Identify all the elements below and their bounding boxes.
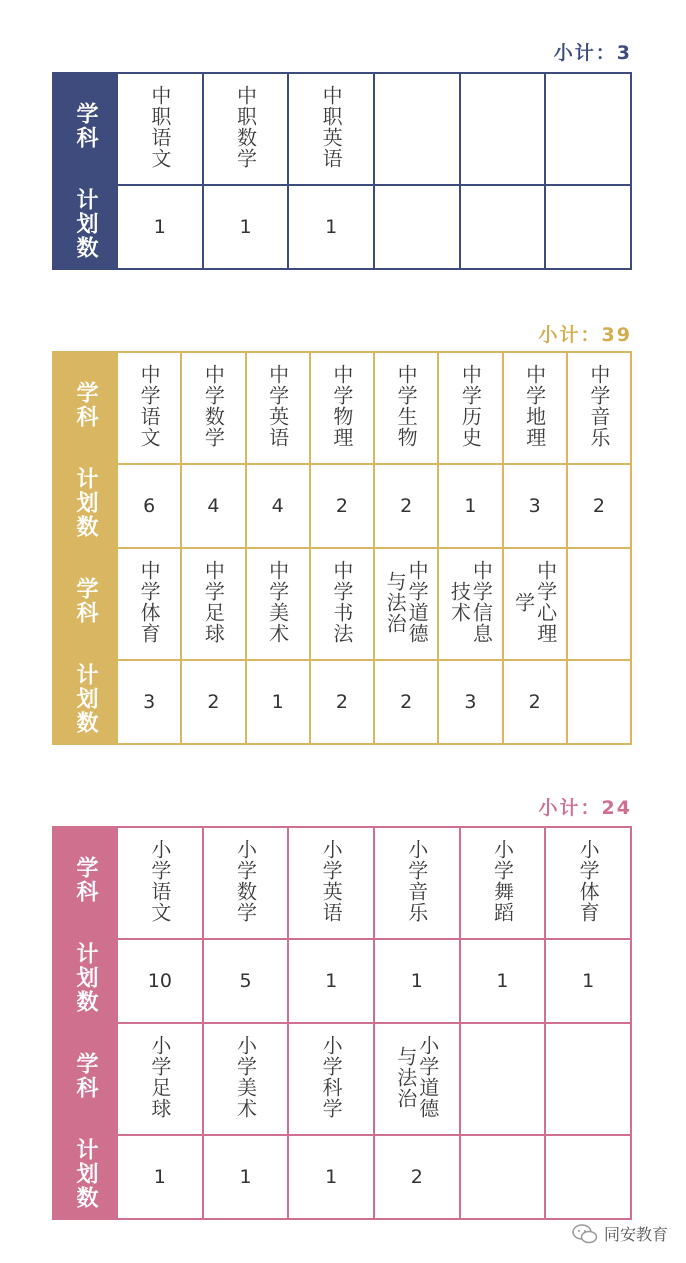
count-cell: [567, 660, 631, 744]
count-cell: 1: [117, 185, 203, 269]
subject-row: [53, 548, 631, 660]
subject-cell: [117, 73, 203, 185]
count-row: [53, 1135, 631, 1219]
subject-cell: [545, 827, 631, 939]
subject-name: 中学英语: [265, 364, 290, 448]
subject-header-label: 学科: [73, 380, 98, 429]
count-cell: [460, 1135, 546, 1219]
subject-name: 中职语文: [147, 85, 172, 169]
plan-header-label: 计划数: [73, 1137, 98, 1210]
subject-row: [53, 352, 631, 464]
subject-cell: [246, 352, 310, 464]
count-cell: 2: [374, 660, 438, 744]
subject-row: [53, 1023, 631, 1135]
plan-header-cell: [53, 660, 117, 744]
subject-row: [53, 827, 631, 939]
subject-cell: [203, 73, 289, 185]
count-cell: 2: [310, 660, 374, 744]
count-cell: 2: [567, 464, 631, 548]
subject-cell: [246, 548, 310, 660]
subject-name: 小学语文: [147, 839, 172, 923]
subject-cell: [181, 548, 245, 660]
subject-cell: [567, 352, 631, 464]
subject-name: 小学体育: [576, 839, 601, 923]
count-cell: 1: [203, 1135, 289, 1219]
subject-cell: [288, 73, 374, 185]
subject-name: 中学书法: [329, 560, 354, 644]
count-cell: [545, 1135, 631, 1219]
count-cell: 4: [181, 464, 245, 548]
plan-header-cell: [53, 464, 117, 548]
subject-name: 小学音乐: [404, 839, 429, 923]
subject-header-cell: [53, 827, 117, 939]
count-cell: 2: [374, 464, 438, 548]
subject-cell: [503, 548, 567, 660]
subject-name: 中学心理学: [511, 560, 558, 644]
count-row: [53, 185, 631, 269]
subject-cell: [438, 352, 502, 464]
plan-header-label: 计划数: [73, 187, 98, 260]
wechat-icon: [572, 1224, 598, 1244]
count-cell: [460, 185, 546, 269]
subject-cell: [203, 827, 289, 939]
subject-cell: [460, 827, 546, 939]
middle-school-plan-table: [52, 351, 632, 745]
subject-cell: [567, 548, 631, 660]
subject-cell: [310, 352, 374, 464]
count-cell: 1: [288, 1135, 374, 1219]
subject-cell: [374, 548, 438, 660]
count-cell: 3: [117, 660, 181, 744]
count-cell: 3: [438, 660, 502, 744]
subject-cell: [117, 548, 181, 660]
subject-cell: [181, 352, 245, 464]
subject-name: 小学舞蹈: [490, 839, 515, 923]
subject-name: 中职数学: [233, 85, 258, 169]
subject-name: 小学美术: [233, 1035, 258, 1119]
subject-name: 中学音乐: [586, 364, 611, 448]
subject-name: 中学生物: [394, 364, 419, 448]
count-cell: 1: [374, 939, 460, 1023]
count-row: [53, 939, 631, 1023]
count-cell: 2: [374, 1135, 460, 1219]
subject-name: 中学数学: [201, 364, 226, 448]
subject-header-cell: [53, 1023, 117, 1135]
count-cell: 1: [203, 185, 289, 269]
plan-header-cell: [53, 1135, 117, 1219]
count-cell: 1: [460, 939, 546, 1023]
count-cell: 5: [203, 939, 289, 1023]
count-cell: [374, 185, 460, 269]
subject-cell: [545, 73, 631, 185]
subject-cell: [438, 548, 502, 660]
subject-name: 中学体育: [137, 560, 162, 644]
subject-name: 中职英语: [319, 85, 344, 169]
subject-header-label: 学科: [73, 576, 98, 625]
subject-cell: [288, 827, 374, 939]
subject-cell: [503, 352, 567, 464]
subject-name: 中学美术: [265, 560, 290, 644]
count-cell: 2: [310, 464, 374, 548]
subject-cell: [460, 73, 546, 185]
subject-header-cell: [53, 548, 117, 660]
plan-header-cell: [53, 939, 117, 1023]
subject-cell: [374, 827, 460, 939]
subject-cell: [374, 352, 438, 464]
subtotal-primary-school: 小计：24: [538, 797, 632, 819]
count-cell: 2: [181, 660, 245, 744]
subject-name: 小学科学: [319, 1035, 344, 1119]
count-cell: 1: [545, 939, 631, 1023]
subject-header-label: 学科: [73, 1051, 98, 1100]
subject-name: 中学历史: [458, 364, 483, 448]
subject-cell: [203, 1023, 289, 1135]
subject-name: 小学道德与法治: [393, 1035, 440, 1119]
count-cell: 1: [117, 1135, 203, 1219]
count-cell: 1: [288, 939, 374, 1023]
plan-header-label: 计划数: [73, 941, 98, 1014]
subject-cell: [117, 1023, 203, 1135]
plan-header-label: 计划数: [73, 466, 98, 539]
subject-name: 中学地理: [522, 364, 547, 448]
count-cell: 4: [246, 464, 310, 548]
vocational-plan-table: [52, 72, 632, 270]
subject-name: 中学足球: [201, 560, 226, 644]
watermark: [572, 1222, 668, 1245]
count-cell: 6: [117, 464, 181, 548]
subject-cell: [117, 827, 203, 939]
subtotal-middle-school: 小计：39: [538, 324, 632, 346]
subject-cell: [117, 352, 181, 464]
subject-cell: [310, 548, 374, 660]
subject-header-cell: [53, 352, 117, 464]
subject-cell: [374, 1023, 460, 1135]
subject-name: 小学英语: [319, 839, 344, 923]
subject-header-cell: [53, 73, 117, 185]
subject-header-label: 学科: [73, 855, 98, 904]
subject-name: 中学物理: [329, 364, 354, 448]
subtotal-vocational: 小计：3: [553, 42, 632, 64]
subject-row: [53, 73, 631, 185]
plan-header-cell: [53, 185, 117, 269]
count-row: [53, 660, 631, 744]
plan-header-label: 计划数: [73, 662, 98, 735]
count-cell: 1: [246, 660, 310, 744]
count-cell: [545, 185, 631, 269]
subject-cell: [288, 1023, 374, 1135]
subject-name: 中学信息技术: [447, 560, 494, 644]
subject-cell: [460, 1023, 546, 1135]
watermark-text: 同安教育: [603, 1225, 668, 1244]
count-cell: 3: [503, 464, 567, 548]
subject-name: 中学语文: [137, 364, 162, 448]
subject-cell: [545, 1023, 631, 1135]
count-cell: 10: [117, 939, 203, 1023]
count-cell: 2: [503, 660, 567, 744]
count-row: [53, 464, 631, 548]
subject-header-label: 学科: [73, 101, 98, 150]
primary-school-plan-table: [52, 826, 632, 1220]
count-cell: 1: [288, 185, 374, 269]
count-cell: 1: [438, 464, 502, 548]
subject-name: 小学数学: [233, 839, 258, 923]
subject-cell: [374, 73, 460, 185]
subject-name: 小学足球: [147, 1035, 172, 1119]
subject-name: 中学道德与法治: [383, 560, 430, 644]
